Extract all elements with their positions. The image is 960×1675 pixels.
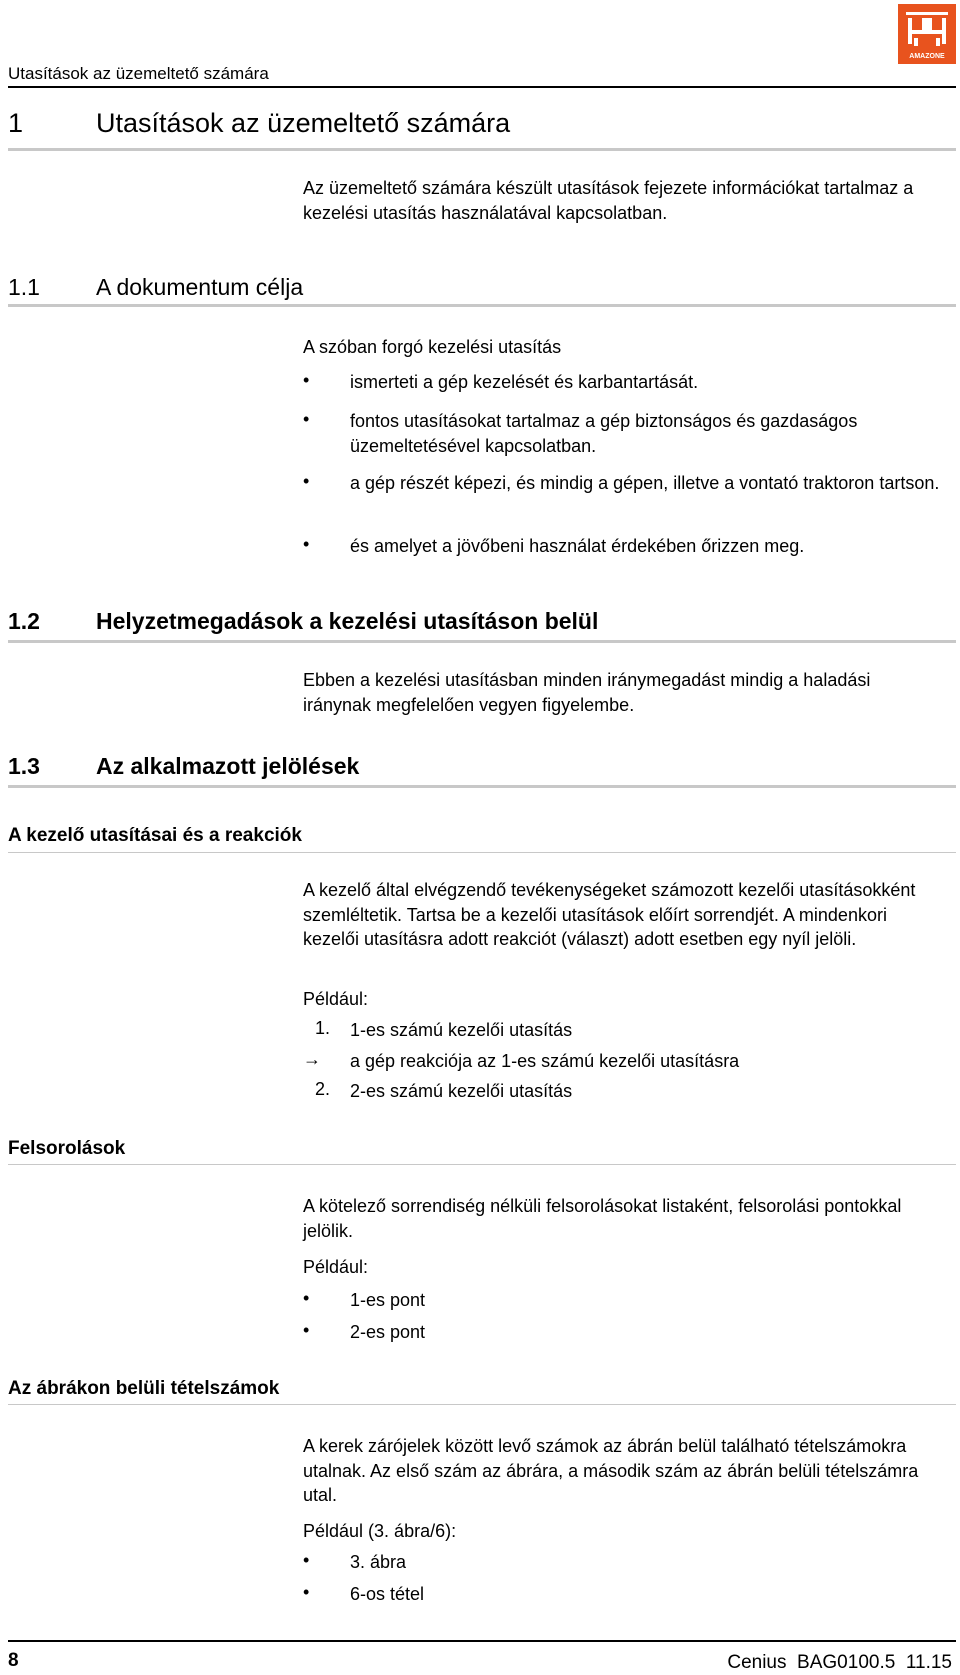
list-item: 2-es pont: [350, 1322, 426, 1342]
list-item: 3. ábra: [350, 1552, 407, 1572]
running-header: Utasítások az üzemeltető számára: [8, 64, 269, 83]
step-marker: 2.: [315, 1079, 331, 1099]
bullet-dot: •: [303, 1550, 310, 1570]
operator-rule: [8, 852, 956, 853]
arrow-icon: →: [303, 1049, 321, 1069]
section-1-1-rule: [8, 304, 956, 307]
bullet-dot: •: [303, 471, 310, 491]
section-1-3-rule: [8, 785, 956, 788]
bullet-dot: •: [303, 534, 310, 554]
list-item: fontos utasításokat tartalmaz a gép biztonságos és gazdaságos üzemeltetésével kapcsolatban.: [350, 411, 858, 456]
section-1-2-text: Ebben a kezelési utasításban minden iránymegadást mindig a haladási iránynak megfelelően vegyen figyelembe.: [303, 670, 871, 715]
section-1-2-number: 1.2: [8, 608, 40, 634]
operator-example-label: Például:: [303, 989, 369, 1009]
operator-heading: A kezelő utasításai és a reakciók: [8, 825, 302, 846]
item-numbers-rule: [8, 1404, 956, 1405]
svg-text:AMAZONE: AMAZONE: [909, 53, 945, 60]
bullet-dot: •: [303, 1288, 310, 1308]
footer-rule: [8, 1640, 956, 1642]
header-rule: [8, 86, 956, 88]
step-text: 1-es számú kezelői utasítás: [350, 1020, 573, 1040]
step-text: a gép reakciója az 1-es számú kezelői utasításra: [350, 1051, 740, 1071]
bullet-dot: •: [303, 1320, 310, 1340]
bullet-dot: •: [303, 370, 310, 390]
item-numbers-text: A kerek zárójelek között levő számok az ábrán belül található tételszámokra utalnak. Az első szám az ábrára, a második szám az ábrán belüli tételszámra utal.: [303, 1436, 919, 1505]
document-id: Cenius BAG0100.5 11.15: [727, 1652, 952, 1673]
bullet-dot: •: [303, 1582, 310, 1602]
bullet-dot: •: [303, 409, 310, 429]
lists-example-label: Például:: [303, 1257, 369, 1277]
lists-text: A kötelező sorrendiség nélküli felsorolásokat listaként, felsorolási pontokkal jelölik.: [303, 1196, 902, 1241]
section-1-1-number: 1.1: [8, 274, 40, 300]
lists-rule: [8, 1164, 956, 1165]
operator-text: A kezelő által elvégzendő tevékenységeket számozott kezelői utasításokként szemléltetik. Tartsa be a kezelői utasítások előírt sorrendjét. A mindenkori kezelői utasításra adott reakciót (választ) adott esetben egy nyíl jelöli.: [303, 880, 916, 949]
list-item: és amelyet a jövőbeni használat érdekében őrizzen meg.: [350, 536, 805, 556]
item-numbers-example-label: Például (3. ábra/6):: [303, 1521, 457, 1541]
chapter-number: 1: [8, 108, 24, 138]
list-item: 1-es pont: [350, 1290, 426, 1310]
item-numbers-heading: Az ábrákon belüli tételszámok: [8, 1378, 280, 1399]
section-1-3-title: Az alkalmazott jelölések: [96, 753, 360, 779]
section-1-2-title: Helyzetmegadások a kezelési utasításon belül: [96, 608, 599, 634]
list-item: ismerteti a gép kezelését és karbantartását.: [350, 372, 699, 392]
step-text: 2-es számú kezelői utasítás: [350, 1081, 573, 1101]
page-number: 8: [8, 1650, 19, 1671]
section-1-1-intro: A szóban forgó kezelési utasítás: [303, 337, 562, 357]
list-item: 6-os tétel: [350, 1584, 425, 1604]
step-marker: 1.: [315, 1018, 331, 1038]
chapter-rule: [8, 148, 956, 151]
section-1-3-number: 1.3: [8, 753, 40, 779]
section-1-2-rule: [8, 640, 956, 643]
list-item: a gép részét képezi, és mindig a gépen, illetve a vontató traktoron tartson.: [350, 473, 940, 493]
amazone-logo: [898, 4, 956, 64]
chapter-title: Utasítások az üzemeltető számára: [96, 108, 511, 138]
section-1-1-title: A dokumentum célja: [96, 274, 304, 300]
chapter-intro: Az üzemeltető számára készült utasítások fejezete információkat tartalmaz a kezelési utasítás használatával kapcsolatban.: [303, 178, 914, 223]
lists-heading: Felsorolások: [8, 1138, 126, 1159]
